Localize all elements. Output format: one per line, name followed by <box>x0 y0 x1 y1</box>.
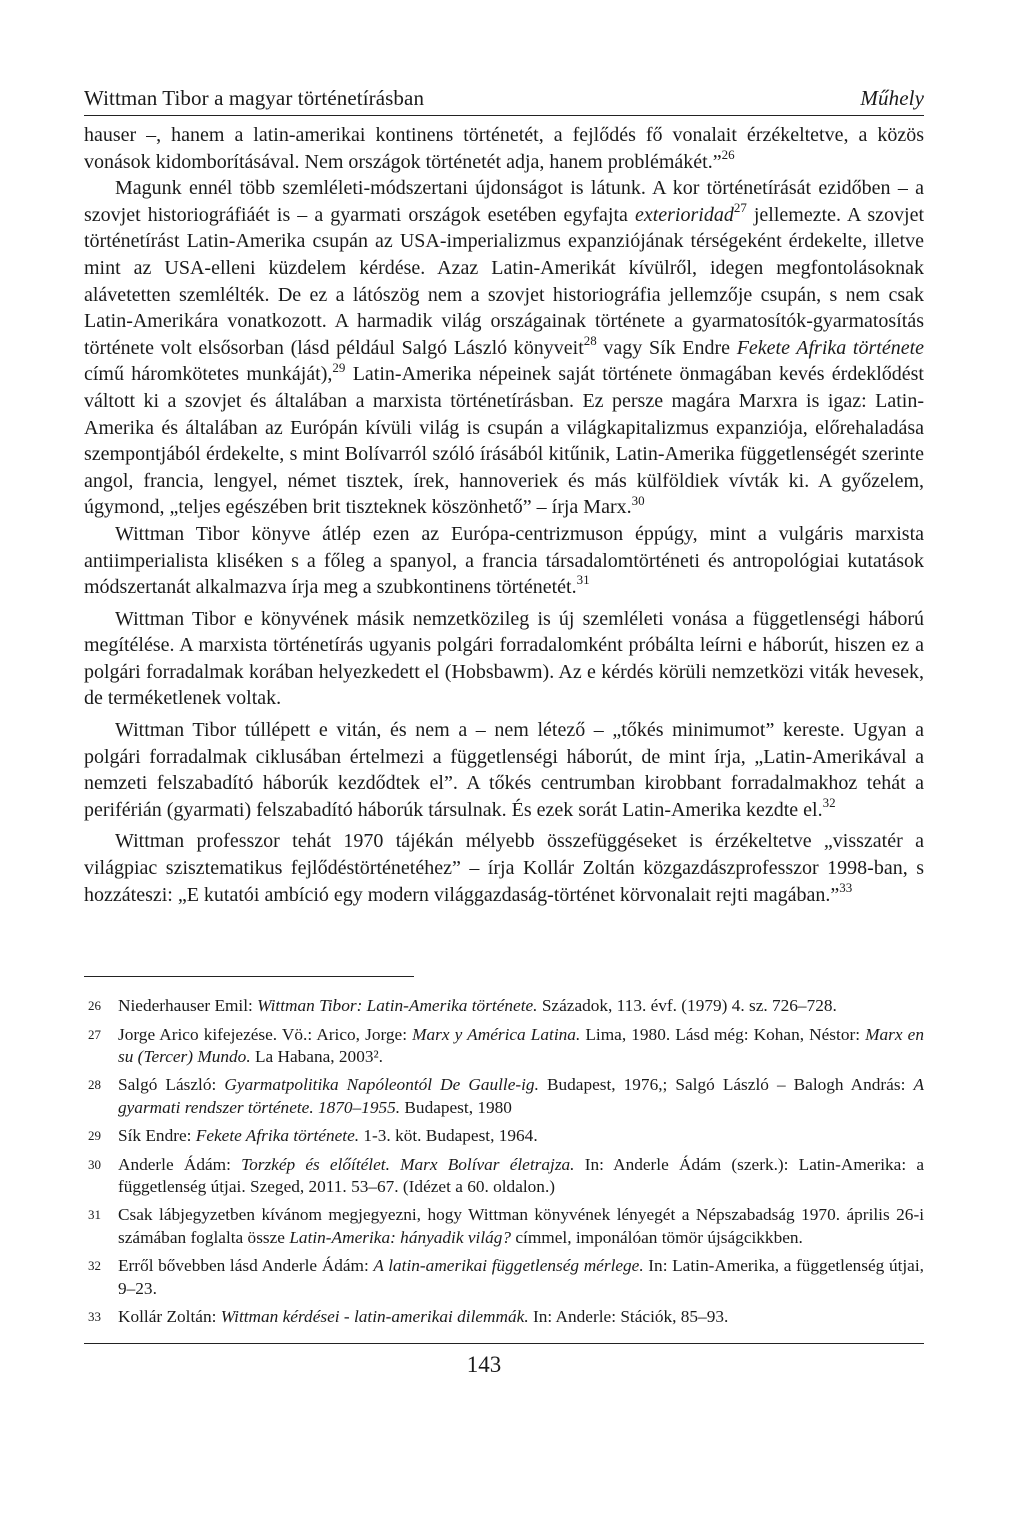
page-bottom-rule <box>84 1343 924 1344</box>
footnote <box>84 1154 924 1199</box>
text-run: In: Anderle Ádám (szerk.): Latin-Amerika: a függetlenség útjai. Szeged, 2011. 53–67. (Idézet a 60. oldalon.) <box>118 1154 924 1197</box>
footnote-divider <box>84 976 414 977</box>
footnote-number: 32 <box>88 1258 101 1274</box>
text-run: Wittman Tibor könyve átlép ezen az Európa-centrizmuson éppúgy, mint a vulgáris marxista antiimperialista kliséken s a főleg a spanyol, a francia társadalomtörténeti és antropológiai kutatások módszertanát alkalmazva írja meg a szubkontinens történetét. <box>84 522 924 599</box>
text-run: La Habana, 2003². <box>250 1047 383 1067</box>
body-text <box>84 122 924 908</box>
footnote-ref: 28 <box>583 333 597 349</box>
italic-text: Wittman kérdései - latin-amerikai dilemmák. <box>220 1307 529 1327</box>
footnote-text <box>118 1306 924 1328</box>
paragraph <box>84 717 924 823</box>
footnote <box>84 1074 924 1119</box>
footnote <box>84 1306 924 1328</box>
paragraph <box>84 122 924 175</box>
footnote-number: 26 <box>88 998 101 1014</box>
italic-text: exterioridad <box>634 203 734 226</box>
footnotes <box>84 995 924 1328</box>
document-page <box>84 86 924 1378</box>
footnote-number: 28 <box>88 1077 101 1093</box>
text-run: Wittman Tibor e könyvének másik nemzetközileg is új szemléleti vonása a függetlenségi háború megítélése. A marxista történetírás ugyanis polgári forradalomként próbálta leírni e háborút, hiszen ez a polgári forradalmak korában helyezkedett el (Hobsbawm). Az e kérdés körüli nemzetközi viták hevesek, de terméketlenek voltak. <box>84 607 924 710</box>
text-run: Kollár Zoltán: <box>118 1307 221 1327</box>
italic-text: Latin-Amerika: hányadik világ? <box>289 1227 512 1247</box>
paragraph <box>84 606 924 712</box>
footnote <box>84 1204 924 1249</box>
text-run: Wittman professzor tehát 1970 tájékán mélyebb összefüggéseket is érzékeltetve „visszatér a világpiac szisztematikus fejlődéstörténetéhez” – írja Kollár Zoltán közgazdászprofesszor 1998-ban, s hozzáteszi: „E kutatói ambíció egy modern világgazdaság-történet körvonalait rejti magában.” <box>84 830 924 906</box>
journal-section: Műhely <box>860 86 924 110</box>
footnote-ref: 31 <box>576 572 590 588</box>
text-run: Magunk ennél több szemléleti-módszertani újdonságot is látunk. A kor történetírását ezidőben – a szovjet historiográfiáét is – a gyarmati országok esetében egyfajta <box>84 177 924 226</box>
footnote-ref: 33 <box>839 879 853 895</box>
text-run: címmel, imponálóan tömör újságcikkben. <box>511 1227 803 1247</box>
text-run: Erről bővebben lásd Anderle Ádám: <box>118 1256 374 1276</box>
italic-text: Torzkép és előítélet. Marx Bolívar életrajza. <box>241 1154 575 1174</box>
text-run: Salgó László: <box>118 1075 225 1095</box>
text-run: című háromkötetes munkáját), <box>84 363 333 386</box>
footnote <box>84 1255 924 1300</box>
footnote-ref: 29 <box>332 359 346 375</box>
footnote-text <box>118 1204 924 1249</box>
footnote-text <box>118 1074 924 1119</box>
footnote-number: 30 <box>88 1156 101 1172</box>
running-header <box>84 86 924 116</box>
italic-text: Marx en su (Tercer) Mundo. <box>118 1024 924 1067</box>
footnote-ref: 27 <box>733 200 747 216</box>
footnote <box>84 1024 924 1069</box>
text-run: Századok, 113. évf. (1979) 4. sz. 726–728. <box>537 996 837 1016</box>
footnote <box>84 995 924 1017</box>
text-run: In: Anderle: Stációk, 85–93. <box>528 1307 729 1327</box>
footnote <box>84 1125 924 1147</box>
text-run: In: Latin-Amerika, a függetlenség útjai, 9–23. <box>118 1256 924 1298</box>
footnote-number: 31 <box>88 1207 101 1223</box>
footnote-text <box>118 1125 924 1147</box>
text-run: Csak lábjegyzetben kívánom megjegyezni, hogy Wittman könyvének lényegét a Népszabadság 1970. április 26-i számában foglalta össze <box>118 1205 924 1247</box>
italic-text: Fekete Afrika története <box>736 336 925 359</box>
text-run: Jorge Arico kifejezése. Vö.: Arico, Jorge: <box>118 1024 413 1044</box>
text-run: jellemezte. A szovjet történetírást Latin-Amerika csupán az USA-imperializmus expanziójának térségeként érdekelte, illetve mint az USA-elleni küzdelem kérdése. Azaz Latin-Amerikát kívülről, idegen megfontolásoknak alávetetten szemlélték. De ez a látószög nem a szovjet historiográfia jellemzője csupán, s nem csak Latin-Amerikára vonatkozott. A harmadik világ országainak története a gyarmatosítók-gyarmatosítás története volt elsősorban (lásd például Salgó László könyveit <box>84 203 925 359</box>
text-run: Latin-Amerika népeinek saját története önmagában kevés érdeklődést váltott ki a szovjet és általában a marxista történetírásban. Ez persze magára Marxra is igaz: Latin-Amerika és általában az Európán kívüli világ is csupán a világkapitalizmus expanziója, előrehaladása szempontjából érdekelte, s mint Bolívarról szóló írásából kitűnik, Latin-Amerika függetlenségét szerinte angol, francia, lengyel, német tisztek, írek, hannoveriek és más külföldiek vívták ki. A győzelem, úgymond, „teljes egészében brit tiszteknek köszönhető” – írja Marx. <box>84 363 924 519</box>
italic-text: A gyarmati rendszer története. 1870–1955. <box>118 1075 924 1117</box>
italic-text: A latin-amerikai függetlenség mérlege. <box>373 1256 644 1276</box>
paragraph <box>84 521 924 601</box>
text-run: Niederhauser Emil: <box>118 996 258 1016</box>
footnote-text <box>118 995 924 1017</box>
text-run: vagy Sík Endre <box>596 336 737 359</box>
footnote-number: 29 <box>88 1128 101 1144</box>
page-number: 143 <box>466 1351 502 1377</box>
paragraph <box>84 175 924 521</box>
text-run: Wittman Tibor túllépett e vitán, és nem a – nem létező – „tőkés minimumot” kereste. Ugyan a polgári forradalmak ciklusában értelmezi a függetlenségi háborút, de mint írja, „Latin-Amerikával a nemzeti felszabadító háborúk kezdődtek el”. A tőkés centrumban kirobbant forradalmakhoz tehát a periférián (gyarmati) felszabadító háborúk társulnak. És ezek sorát Latin-Amerika kezdte el. <box>84 719 924 821</box>
footnote-text <box>118 1255 924 1300</box>
footnote-text <box>118 1024 924 1069</box>
footnote-number: 27 <box>88 1026 101 1042</box>
text-run: Sík Endre: <box>118 1126 196 1146</box>
italic-text: Gyarmatpolitika Napóleontól De Gaulle-ig. <box>224 1075 539 1095</box>
footnote-text <box>118 1154 924 1199</box>
italic-text: Wittman Tibor: Latin-Amerika története. <box>257 996 538 1016</box>
footnote-ref: 32 <box>822 795 836 811</box>
footnote-ref: 26 <box>721 146 735 162</box>
text-run: Anderle Ádám: <box>118 1154 242 1174</box>
running-title: Wittman Tibor a magyar történetírásban <box>84 86 425 110</box>
footnote-ref: 30 <box>631 492 645 508</box>
text-run: Budapest, 1976,; Salgó László – Balogh András: <box>538 1075 914 1095</box>
text-run: Lima, 1980. Lásd még: Kohan, Néstor: <box>580 1024 866 1044</box>
text-run: Budapest, 1980 <box>400 1097 512 1117</box>
italic-text: Fekete Afrika története. <box>195 1126 360 1146</box>
footnote-number: 33 <box>88 1309 101 1325</box>
italic-text: Marx y América Latina. <box>412 1024 581 1044</box>
paragraph <box>84 828 924 908</box>
text-run: 1-3. köt. Budapest, 1964. <box>359 1126 538 1146</box>
text-run: hauser –, hanem a latin-amerikai kontinens történetét, a fejlődés fő vonalait érzékeltetve, a közös vonások kidomborításával. Nem országok történetét adja, hanem problémákét.” <box>84 124 924 173</box>
